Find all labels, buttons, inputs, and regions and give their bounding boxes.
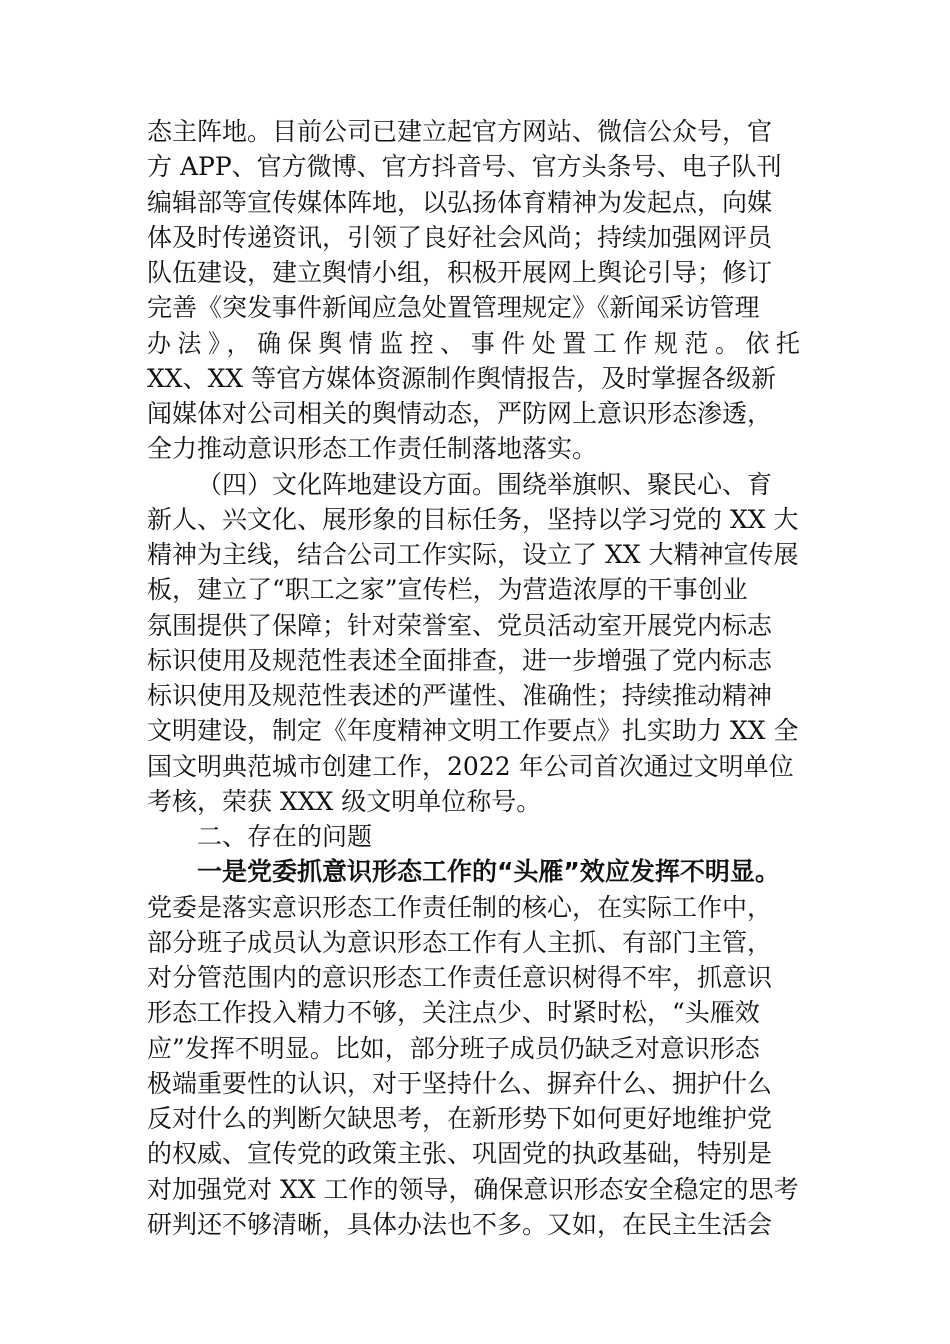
body-text-line: 对加强党对 XX 工作的领导，确保意识形态安全稳定的思考 [147, 1175, 799, 1204]
body-text-line: XX、XX 等官方媒体资源制作舆情报告，及时掌握各级新 [147, 364, 777, 393]
body-text-line: 精神为主线，结合公司工作实际，设立了 XX 大精神宣传展 [147, 540, 799, 569]
body-text-line: 考核，荣获 XXX 级文明单位称号。 [147, 787, 542, 816]
body-text-line: 文明建设，制定《年度精神文明工作要点》扎实助力 XX 全 [147, 716, 799, 745]
body-text-line: 的权威、宣传党的政策主张、巩固党的执政基础，特别是 [147, 1139, 773, 1168]
body-text-line: 队伍建设，建立舆情小组，积极开展网上舆论引导；修订 [147, 258, 773, 287]
body-text-line: 标识使用及规范性表述的严谨性、准确性；持续推动精神 [147, 681, 773, 710]
body-text-line: 闻媒体对公司相关的舆情动态，严防网上意识形态渗透， [147, 399, 773, 428]
body-text-line: 氛围提供了保障；针对荣誉室、党员活动室开展党内标志 [147, 611, 773, 640]
body-text-line: 极端重要性的认识，对于坚持什么、摒弃什么、拥护什么 [147, 1069, 773, 1098]
section-four-first-line: （四）文化阵地建设方面。围绕举旗帜、聚民心、育 [197, 470, 773, 499]
body-text-line: 完善《突发事件新闻应急处置管理规定》《新闻采访管理 [147, 293, 760, 322]
body-text-line: 态主阵地。目前公司已建立起官方网站、微信公众号，官 [147, 117, 773, 146]
body-text-line: 方 APP、官方微博、官方抖音号、官方头条号、电子队刊 [147, 152, 782, 181]
section-heading: 二、存在的问题 [197, 822, 373, 851]
body-text-line: 应”发挥不明显。比如，部分班子成员仍缺乏对意识形态 [147, 1034, 760, 1063]
body-text-line: 标识使用及规范性表述全面排查，进一步增强了党内标志 [147, 646, 773, 675]
body-text-line: 编辑部等宣传媒体阵地，以弘扬体育精神为发起点，向媒 [147, 188, 773, 217]
subsection-heading: 一是党委抓意识形态工作的“头雁”效应发挥不明显。 [197, 857, 780, 886]
body-text-line: 板，建立了“职工之家”宣传栏，为营造浓厚的干事创业 [147, 575, 748, 604]
body-text-line: 体及时传递资讯，引领了良好社会风尚；持续加强网评员 [147, 223, 773, 252]
body-text-line: 部分班子成员认为意识形态工作有人主抓、有部门主管， [147, 928, 773, 957]
body-text-line: 国文明典范城市创建工作，2022 年公司首次通过文明单位 [147, 752, 794, 781]
body-text-line: 形态工作投入精力不够，关注点少、时紧时松，“头雁效 [147, 998, 760, 1027]
body-text-line: 研判还不够清晰，具体办法也不多。又如，在民主生活会 [147, 1210, 773, 1239]
body-text-line: 反对什么的判断欠缺思考，在新形势下如何更好地维护党 [147, 1104, 773, 1133]
body-text-line: 党委是落实意识形态工作责任制的核心，在实际工作中， [147, 893, 773, 922]
body-text-line: 新人、兴文化、展形象的目标任务，坚持以学习党的 XX 大 [147, 505, 799, 534]
body-text-line: 全力推动意识形态工作责任制落地落实。 [147, 434, 598, 463]
body-text-line: 办法》，确保舆情监控、事件处置工作规范。依托 [147, 329, 807, 358]
body-text-line: 对分管范围内的意识形态工作责任意识树得不牢，抓意识 [147, 963, 773, 992]
